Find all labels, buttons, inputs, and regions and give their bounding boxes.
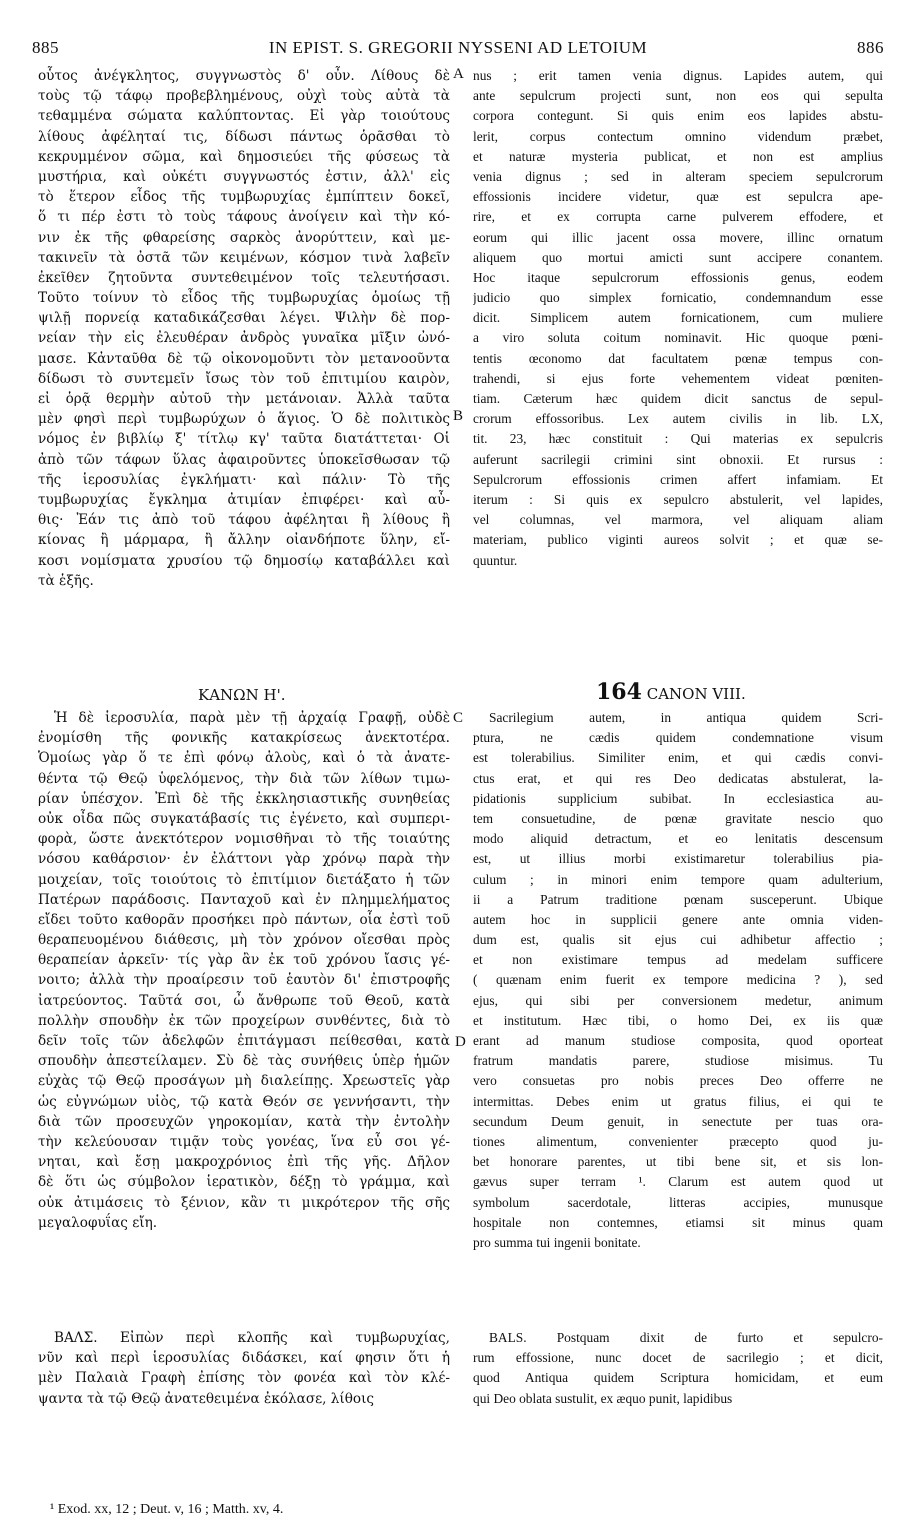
text-line: effossionis incidere videtur, quæ est sepulcra ape-	[473, 189, 883, 205]
text-line: ptura, ne cædis quidem condemnatione visum	[473, 730, 883, 746]
text-line: νῦν καὶ περὶ ἱεροσυλίας διδάσκει, καί φησιν ὅτι ἡ	[38, 1350, 450, 1367]
text-line: symbolum sacerdotale, litteras accipies, munusque	[473, 1194, 883, 1210]
text-line: θεραπευομένου διάθεσις, μὴ τὸν χρόνον οἴεσθαι πρὸς	[38, 932, 450, 949]
text-line: νοιτο; ἀλλὰ τὴν προαίρεσιν τοῦ ἑαυτὸν δι' ἐπιστροφῆς	[38, 972, 450, 989]
text-line: hospitale non contemnes, etiamsi sit minus quam	[473, 1214, 883, 1230]
text-line: ejus, qui sibi per conversionem medetur, animum	[473, 992, 883, 1008]
text-line: erant ad manum studiose composita, quod oporteat	[473, 1033, 883, 1048]
text-line: ctus erat, et qui res Deo dedicatas abstulerat, la-	[473, 770, 883, 786]
text-line: quod Antiqua quidem Scriptura homicidam, et eum	[473, 1370, 883, 1386]
text-line: pro summa tui ingenii bonitate.	[473, 1234, 641, 1250]
text-line: κίονας ἢ μάρμαρα, ἢ ἄλλην οἰανδήποτε ὕλην, εἴ-	[38, 532, 450, 549]
text-line: οὗτος ἀνέγκλητος, συγγνωστὸς δ' οὖν. Λίθους δὲ	[38, 68, 450, 84]
text-line: dum est, qualis sit ejus cui adhibetur affectio ;	[473, 932, 883, 948]
text-line: ὅ τι πέρ ἐστι τὸ τοὺς τάφους ἀνοίγειν καὶ τὴν κό-	[38, 209, 450, 226]
text-line: νιν ἐκ τῆς φθαρείσης σαρκὸς ἀνορύττειν, καὶ με-	[38, 229, 450, 246]
text-line: pidationis supplicium subibat. In ecclesiastica au-	[473, 790, 883, 806]
text-line: δίδωσι τὸ συντεμεῖν ἴσως τὸν τοῦ ἐπιτιμίου καιρὸν,	[38, 370, 450, 387]
text-line: φορὰ, ὥστε ἀνεκτότερον νομισθῆναι τὸ τῆς τοιαύτης	[38, 831, 450, 848]
text-line: ψαντα τὰ τῷ Θεῷ ἀνατεθειμένα ἐκόλασε, λίθοις	[38, 1390, 375, 1407]
text-line: BALS. Postquam dixit de furto et sepulcro-	[489, 1330, 883, 1345]
text-line: ἀπὸ τῶν τάφων ὕλας ἀφαιροῦντες ὑποκεῖσθωσαν τῷ	[38, 451, 450, 468]
text-line: μὲν Παλαιὰ Γραφὴ ἐπίσης τὸν φονέα καὶ τὸν κλέ-	[38, 1370, 450, 1387]
text-line: eorum qui illic jacent ossa movere, illinc ornatum	[473, 229, 883, 245]
text-line: tem consuetudine, de pœnæ gravitate nescio quo	[473, 810, 883, 826]
text-line: ἐκεῖθεν ζητοῦντα συντεθειμένον τοῖς τελευτήσασι.	[38, 269, 450, 286]
text-line: corpora contegunt. Si quis enim eos lapides abstu-	[473, 108, 883, 124]
canon-column-number: 164	[596, 679, 642, 705]
latin-text-block-1	[473, 66, 883, 571]
text-line: ὡς εὐγνώμων υἱὸς, τῷ κατὰ Θεόν σε γεννήσαντι, τὴν	[38, 1093, 450, 1110]
text-line: culum ; in minori enim tempore quam adulterium,	[473, 871, 883, 887]
text-line: οὐκ ἀτιμάσεις τὸ ξένιον, κἂν τι μικρότερον τῆς σῆς	[38, 1194, 450, 1211]
latin-text-block-2	[473, 708, 883, 1253]
text-line: est tolerabilius. Similiter enim, et qui cædis convi-	[473, 750, 883, 766]
text-line: τὴν κελεύουσαν τιμᾷν τοὺς γονέας, ἵνα εὖ σοι γέ-	[38, 1133, 450, 1150]
text-line: rire, et ex corrupta carne pulverem effodere, et	[473, 209, 883, 225]
margin-marker-d: D	[455, 1034, 466, 1050]
text-line: μοιχείαν, τοῖς τοιούτοις τὸ ἐπιτίμιον διετάξατο ἡ τῶν	[38, 871, 450, 888]
text-line: quuntur.	[473, 552, 518, 568]
text-line: fratrum mandatis parere, studiose misimus. Tu	[473, 1053, 883, 1069]
running-title: IN EPIST. S. GREGORII NYSSENI AD LETOIUM	[268, 38, 648, 57]
text-line: Sepulcrorum effossionis crimen affert infamiam. Et	[473, 471, 883, 487]
text-line: bet honorare parentes, ut tibi bene sit, et sis lon-	[473, 1154, 883, 1170]
text-line: Hoc itaque sepulcrorum effossionis genus, eodem	[473, 269, 883, 285]
text-line: μασε. Κἀνταῦθα δὲ τῷ οἰκονομοῦντι τὸν μετανοοῦντα	[38, 350, 450, 367]
footnote: ¹ Exod. xx, 12 ; Deut. v, 16 ; Matth. xv, 4.	[50, 1502, 284, 1517]
text-line: venia dignus ; sed in alteram speciem sepulcrorum	[473, 168, 883, 184]
margin-marker-a: A	[453, 66, 464, 82]
text-line: τυμβωρυχίας ἔγκλημα ἀτιμίαν ἐπιφέρει· καὶ αὖ-	[38, 491, 450, 508]
page-number-right: 886	[857, 38, 884, 57]
text-line: nus ; erit tamen venia dignus. Lapides autem, qui	[473, 68, 883, 83]
running-header	[32, 32, 884, 62]
text-line: θις· Ἐάν τις ἀπὸ τοῦ τάφου ἀφέληται ἢ λίθους ἢ	[38, 512, 450, 529]
text-line: et non existimare tempus ad medelam sufficere	[473, 952, 883, 968]
latin-canon-title-text: CANON VIII.	[646, 685, 746, 703]
text-line: trahendi, si ejus forte vehementem videat pœniten-	[473, 370, 883, 386]
text-line: διὰ τῶν προσευχῶν γηροκομίαν, κατὰ τὴν ἐντολὴν	[38, 1113, 450, 1130]
text-line: τοὺς τῷ τάφῳ προβεβλημένους, οὐχὶ τοὺς αὐτὰ τὰ	[38, 88, 450, 105]
text-line: ΒΑΛΣ. Εἰπὼν περὶ κλοπῆς καὶ τυμβωρυχίας,	[54, 1330, 450, 1346]
text-line: ἐνομίσθη τῆς φονικῆς κατακρίσεως ἀνεκτοτέρα.	[38, 730, 450, 747]
margin-marker-c: C	[453, 710, 464, 726]
text-line: τεθαμμένα σώματα καλύπτοντας. Εἰ γὰρ τοιούτους	[38, 108, 450, 125]
text-line: tit. 23, hæc constituit : Qui materias ex sepulcris	[473, 431, 883, 447]
text-line: intermittas. Debes enim ut gratus filius, ei qui te	[473, 1093, 883, 1109]
latin-text-block-3	[473, 1328, 883, 1409]
text-line: σπουδὴν ἀπεστείλαμεν. Σὺ δὲ τὰς συνήθεις ὑπὲρ ἡμῶν	[38, 1053, 450, 1070]
text-line: κοσι νομίσματα χρυσίου τῷ δημοσίῳ καταβάλλει καὶ	[38, 552, 450, 569]
text-line: crorum effossoribus. Lex autem civilis in lib. LX,	[473, 411, 883, 427]
text-line: tentis œconomo dat facultatem pœnæ tempus con-	[473, 350, 883, 366]
text-line: μεγαλοφυΐας εἴη.	[38, 1214, 158, 1231]
text-line: tiones alimentum, convenienter præcepto quod ju-	[473, 1133, 883, 1149]
text-line: εὐχὰς τῷ Θεῷ προσάγων μὴ διαλείπῃς. Χρεωστεῖς γὰρ	[38, 1073, 450, 1090]
text-line: gævus super terram ¹. Clarum est autem quod ut	[473, 1174, 883, 1190]
latin-canon-title	[596, 681, 746, 703]
text-line: δεῖν τοῖς τῶν ἀδελφῶν ἐπιτάγμασι πείθεσθαι, κατὰ	[38, 1033, 450, 1049]
greek-text-block-3	[38, 1328, 450, 1409]
page-number-left: 885	[32, 38, 59, 57]
text-line: λίθους ἀφέληταί τις, δίδωσι πάντως ὁρᾶσθαι τὸ	[38, 128, 450, 145]
text-line: τὸ ἕτερον εἶδος τῆς τυμβωρυχίας ἐμπίπτειν δοκεῖ,	[38, 189, 450, 206]
text-line: ( quænam enim fuerit ex tempore medicina ? ), sed	[473, 972, 883, 988]
text-line: et naturæ mysteria publicat, et non est amplius	[473, 148, 883, 164]
text-line: μυστήρια, καὶ οὐκέτι συγγνωστός ἐστιν, ἀλλ' εἰς	[38, 168, 450, 185]
text-line: secundum Deum genuit, in senectute per tuas ora-	[473, 1113, 883, 1129]
text-line: ψιλῇ πορνείᾳ καταδικάζεσθαι λέγει. Ψιλὴν δὲ πορ-	[38, 310, 450, 327]
text-line: auferunt sacrilegii crimini sint obnoxii. Et rursus :	[473, 451, 883, 467]
margin-marker-b: B	[453, 408, 464, 424]
text-line: Ἡ δὲ ἱεροσυλία, παρὰ μὲν τῇ ἀρχαίᾳ Γραφῇ, οὐδὲ	[54, 710, 450, 726]
text-line: Πατέρων παράδοσις. Πανταχοῦ καὶ ἐν πλημμελήματος	[38, 891, 450, 908]
text-line: lerit, corpus contectum omnino videndum præbet,	[473, 128, 883, 144]
text-line: materiam, publico viginti aureos solvit ; et quæ se-	[473, 532, 883, 548]
greek-canon-title: ΚΑΝΩΝ Η'.	[198, 686, 286, 704]
text-line: θέντα τῷ Θεῷ ὑφελόμενος, τὴν διὰ τῶν λίθων τιμω-	[38, 770, 450, 787]
text-line: modo aliquid detractum, et eo lenitatis descensum	[473, 831, 883, 847]
greek-text-block-1	[38, 66, 450, 591]
text-line: aliquem quo mortui amicti sunt accipere conantem.	[473, 249, 883, 265]
text-line: νόμος ἐν βιβλίῳ ξ' τίτλῳ κγ' ταῦτα διατάττεται· Οἱ	[38, 431, 450, 448]
text-line: ἰατρεύοντος. Ταῦτά σοι, ὦ ἄνθρωπε τοῦ Θεοῦ, κατὰ	[38, 992, 450, 1009]
text-line: qui Deo oblata sustulit, ex æquo punit, lapidibus	[473, 1390, 733, 1406]
text-line: ρίαν ὑπέσχον. Ἐπὶ δὲ τῆς ἐκκλησιαστικῆς συνηθείας	[38, 790, 450, 807]
text-line: εἰ ὁρᾷ θερμὴν αὐτοῦ τὴν μετάνοιαν. Ἀλλὰ ταῦτα	[38, 391, 450, 407]
text-line: νόσου καθάρσιον· ἐν ἐλάττονι γὰρ χρόνῳ παρὰ τὴν	[38, 851, 450, 868]
text-line: vero consuetas pro nobis preces Deo offerre ne	[473, 1073, 883, 1089]
text-line: et institutum. Hæc tibi, o homo Dei, ex iis quæ	[473, 1012, 883, 1028]
text-line: εἴδει τοῦτο καθορᾶν προσήκει πρὸ πάντων, οἷα ἐστὶ τοῦ	[38, 911, 450, 928]
text-line: ii a Patrum traditione pœnam susceperunt. Ubique	[473, 891, 883, 907]
text-line: est, ut illius morbi existimaretur tolerabilius pia-	[473, 851, 883, 867]
text-line: τὰ ἑξῆς.	[38, 572, 94, 589]
text-line: Τοῦτο τοίνυν τὸ εἶδος τῆς τυμβωρυχίας ὁμοίως τῇ	[38, 290, 450, 307]
text-line: θεραπείαν ἀρκεῖν· τίς γὰρ ἂν ἐκ τοῦ χρόνου ἴασις γέ-	[38, 952, 450, 969]
text-line: iterum : Si quis ex sepulcro abstulerit, vel lapides,	[473, 491, 883, 507]
text-line: dicit. Simplicem autem fornicationem, cum muliere	[473, 310, 883, 326]
text-line: νείαν τὴν εἰς ἐλευθέραν ἀνδρὸς γυναῖκα μῖξιν ὠνό-	[38, 330, 450, 347]
text-line: vel columnas, vel marmora, vel aliquam aliam	[473, 512, 883, 528]
text-line: autem hoc in supplicii genere ante omnia viden-	[473, 911, 883, 927]
text-line: δὲ ὅτι ὡς σύμβολον ἱερατικὸν, δέξῃ τὸ γράμμα, καὶ	[38, 1174, 450, 1191]
text-line: οὐκ οἶδα πῶς συγκατάβασίς τις ἐγένετο, καὶ συμπερι-	[38, 810, 450, 827]
text-line: τακινεῖν τὰ ὀστᾶ τῶν κειμένων, κόσμον τινὰ λαβεῖν	[38, 249, 450, 266]
text-line: tiam. Cæterum hæc quidem dicit sanctus de sepul-	[473, 391, 883, 406]
text-line: πολλὴν σπουδὴν ἐκ τῶν προχείρων συνθέντες, διὰ τὸ	[38, 1012, 450, 1029]
text-line: κεκρυμμένον σῶμα, καὶ δημοσιεύει τῆς φύσεως τὰ	[38, 148, 450, 165]
text-line: rum effossione, nunc docet de sacrilegio ; et dicit,	[473, 1350, 883, 1366]
greek-text-block-2	[38, 708, 450, 1233]
text-line: judicio quo simplex fornicatio, condemnandum esse	[473, 290, 883, 306]
text-line: ante sepulcrum projecti sunt, non eos qui sepulta	[473, 88, 883, 104]
text-line: νηται, καὶ ἔσῃ μακροχρόνιος ἐπὶ τῆς γῆς. Δῆλον	[38, 1154, 450, 1171]
text-line: μὲν φησὶ περὶ τυμβωρύχων ὁ ἅγιος. Ὁ δὲ πολιτικὸς	[38, 411, 450, 428]
text-line: a viro soluta coitum nominavit. Hic quoque pœni-	[473, 330, 883, 346]
text-line: Sacrilegium autem, in antiqua quidem Scri-	[489, 710, 883, 725]
text-line: τῆς ἱεροσυλίας ἐγκλήματι· καὶ πάλιν· Τὸ τῆς	[38, 471, 450, 488]
text-line: Ὁμοίως γὰρ ὅ τε ἐπὶ φόνῳ ἁλοὺς, καὶ ὁ τὰ ἀνατε-	[38, 750, 450, 767]
